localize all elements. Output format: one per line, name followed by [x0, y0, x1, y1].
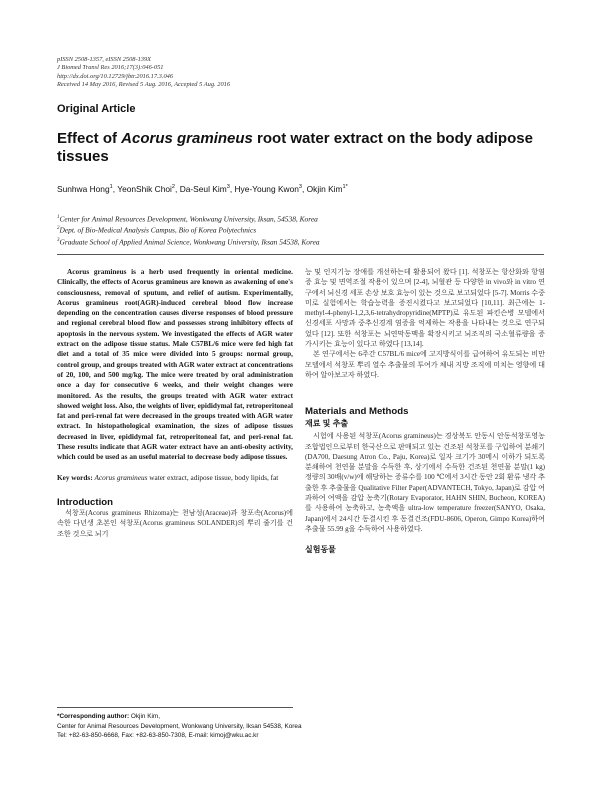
abstract — [57, 267, 293, 463]
intro-paragraph-aim: 본 연구에서는 6주간 C57BL/6 mice에 고지방식이를 급여하여 유도되는 비만 모델에서 석창포 뿌리 열수 추출물의 투여가 체내 지방 조직에 미치는 영향에 대하여 알아보고자 하였다. — [305, 350, 545, 379]
methods-body — [305, 431, 545, 534]
footnote-divider — [57, 707, 293, 708]
author: Okjin Kim$^{1*}$ — [306, 184, 348, 194]
paper-title — [57, 130, 557, 166]
keywords-rest: water extract, adipose tissue, body lipids, fat — [147, 473, 279, 482]
dates-line: Received 14 May 2016, Revised 5 Aug. 2016, Accepted 5 Aug. 2016 — [57, 81, 231, 89]
footnote-line1 — [57, 712, 357, 722]
header-divider — [57, 254, 544, 255]
journal-meta — [57, 56, 357, 90]
introduction-heading: Introduction — [57, 496, 113, 508]
abstract-text: Acorus gramineus is a herb used frequently in oriental medicine. Clinically, the effects of Acorus gramineus are known as awakening of one's consciousness, removal of sputum, and relief of autism. Experimentally, Acorus gramineus root(AGR)-induced cerebral blood flow increase depending on the concentration causes diverse responses of blood pressure and regional cerebral blood flow and possesses strong inhibitory effects of apoptosis in the nervous system. We investigated the effects of AGR water extract on the adipose tissue status. Male C57BL/6 mice were fed high fat diet and a total of 35 mice were divided into 5 groups: normal group, control group, and groups treated with AGR water extract at concentrations of 20, 100, and 500 mg/kg. The mice were treated by oral administration once a day for consecutive 6 weeks, and their weight changes were monitored. As the results, the groups treated with AGR water extract showed weight loss. Also, the weights of liver, epididymal fat, retroperitoneal fat and peri-renal fat were decreased in the groups treated with AGR water extract. In histopathological examination, the sizes of adipose tissues decreased in liver, epididymal fat, retroperitoneal fat, and peri-renal fat. These results indicate that AGR water extract have an anti-obesity activity, which could be used as an useful material to decrease body adipose tissues. — [57, 268, 293, 462]
title-species: Acorus gramineus — [121, 130, 253, 147]
intro-paragraph-continued: 능 및 인지기능 장애를 개선하는데 활용되어 왔다 [1]. 석창포는 항산화와 항염증 효능 및 면역조절 작용이 있으며 [2-4], 뇌혈관 등 다양한 in vivo와 in vitro 연구에서 뇌신경 세포 손상 보호 효능이 있는 것으로 보고되었다 [5-7]. Morris 수중미로 실험에서는 학습능력을 증진시켰다고 보고되었다 [10,11]. 최근에는 1-methyl-4-phenyl-1,2,3,6-tetrahydropyridine(MPTP)로 유도된 파킨슨병 모델에서 신경세포 사망과 중추신경계 염증을 억제하는 작용을 나타내는 것으로 연구되었다 [12]. 또한 석창포는 뇌연막동맥을 확장시키고 뇌조직의 국소혈류량을 증가시키는 효능이 있다고 하였다 [13,14]. — [305, 268, 545, 349]
author: Sunhwa Hong$^1$, — [57, 184, 118, 194]
footnote-line2: Center for Animal Resources Development, Wonkwang University, Iksan 54538, Korea — [57, 722, 302, 730]
author-list — [57, 184, 348, 194]
footnote-name: Okjin Kim, — [129, 713, 160, 720]
introduction-continued — [305, 267, 545, 380]
author: Da-Seul Kim$^3$, — [179, 184, 235, 194]
keywords — [57, 473, 293, 483]
doi-link[interactable]: http://dx.doi.org/10.12729/jbtr.2016.17.3.046 — [57, 72, 174, 80]
footnote-line3: Tel: +82-63-850-6668, Fax: +82-63-850-7308, E-mail: kimoj@wku.ac.kr — [57, 732, 259, 740]
keywords-species: Acorus gramineus — [94, 473, 148, 482]
citation-line: J Biomed Transl Res 2016;17(3):046-051 — [57, 64, 164, 72]
introduction-paragraph: 석창포(Acorus gramineus Rhizoma)는 천남성(Araceae)과 창포속(Acorus)에 속한 다년생 초본인 석창포(Acorus gramineus SOLANDER)의 뿌리 줄기를 건조한 것으로 뇌기 — [57, 508, 293, 538]
corresponding-author-footnote — [57, 712, 357, 741]
title-post: root water extract on the body adipose tissues — [57, 130, 533, 165]
introduction-body — [57, 508, 293, 539]
title-pre: Effect of — [57, 130, 122, 147]
animals-subheading: 실험동물 — [305, 545, 336, 555]
keywords-label: Key words: — [57, 473, 95, 482]
methods-subheading: 재료 및 추출 — [305, 419, 349, 429]
author: Hye-Young Kwon$^3$, — [234, 184, 307, 194]
methods-heading: Materials and Methods — [305, 406, 409, 418]
affiliation: $^3$Graduate School of Applied Animal Science, Wonkwang University, Iksan 54538, Korea — [57, 237, 320, 247]
methods-paragraph: 시험에 사용된 석창포(Acorus gramineus)는 경상북도 안동시 안동석창포영농조합법인으로부터 한국산으로 판매되고 있는 건조된 석창포를 구입하여 분쇄기(DA700, Daesung Atron Co., Paju, Korea)로 일자 크기가 30메시 이하가 되도록 분쇄하여 천연물 분말을 수득한 후, 상기에서 수득한 건조된 천연물 분말(1 kg) 정량의 30배(v/w)에 해당하는 증류수를 100 ℃에서 3시간 동안 2회 환류 냉각 추출한 후 추출물을 Qualitative Filter Paper(ADVANTECH, Tokyo, Japan)로 감압 여과하여 여액을 감압 농축기(Rotary Evaporator, HAHN SHIN, Bucheon, KOREA)를 사용하여 농축하고, 농축액을 ultra-low temperature freezer(SANYO, Osaka, Japan)에서 24시간 동결시킨 후 동결건조(FDU-8606, Operon, Gimpo Korea)하여 추출물 55.99 g을 수득하여 사용하였다. — [305, 432, 545, 533]
author: YeonShik Choi$^2$, — [117, 184, 180, 194]
issn-line: pISSN 2508-1357, eISSN 2508-139X — [57, 56, 152, 63]
left-column — [57, 267, 293, 539]
affiliation: $^1$Center for Animal Resources Development, Wonkwang University, Iksan, 54538, Korea — [57, 214, 318, 224]
footnote-label: *Corresponding author: — [57, 713, 130, 720]
right-column — [305, 267, 545, 555]
affiliations — [57, 213, 557, 247]
affiliation: $^2$Dept. of Bio-Medical Analysis Campus, Bio of Korea Polytechnics — [57, 225, 257, 235]
article-type: Original Article — [57, 103, 136, 115]
